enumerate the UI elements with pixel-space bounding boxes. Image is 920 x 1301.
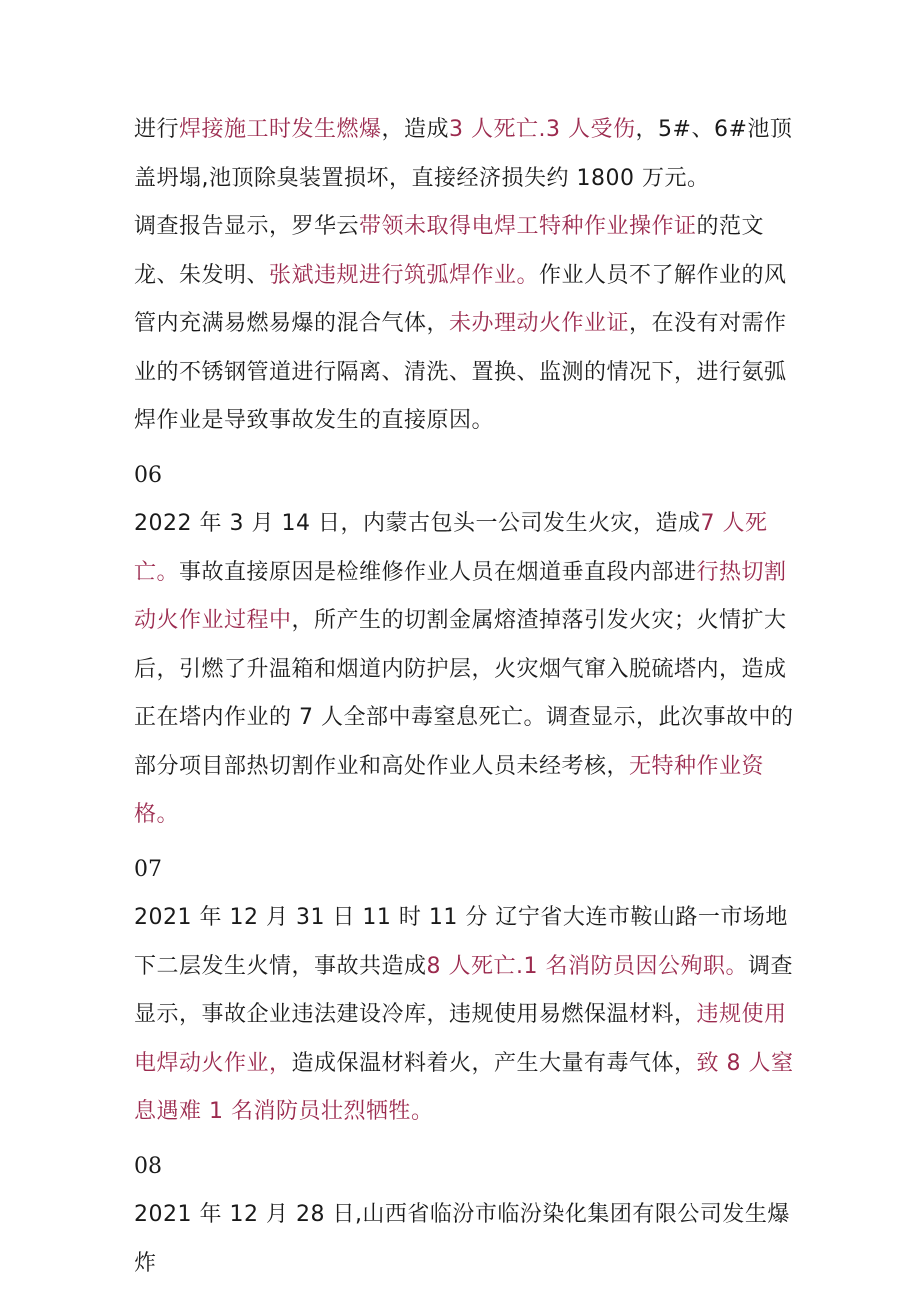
highlighted-text: 无特种作业资格。 xyxy=(134,753,765,827)
text-segment: 事故直接原因是检维修作业人员在烟道垂直段内部进 xyxy=(179,559,697,585)
text-segment: ，所产生的切割金属熔渣掉落引发火灾；火情扩大后，引燃了升温箱和烟道内防护层，火灾烟气窜入脱硫塔内，造成正在塔内作业的 7 人全部中毒窒息死亡。调查显示，此次事故中的部分项目部热切割作业和高处作业人员未经考核， xyxy=(134,608,794,779)
highlighted-text: 行热切割动火作业过程中 xyxy=(134,559,787,633)
paragraph-accident-06 xyxy=(134,500,794,840)
highlighted-text: 8 人死亡.1 名消防员因公殉职。 xyxy=(426,953,748,979)
paragraph-accident-08 xyxy=(134,1191,794,1288)
highlighted-text: 7 人死亡。 xyxy=(134,511,768,585)
text-segment: 进行 xyxy=(134,117,180,142)
highlighted-text: 焊接施工时发生燃爆 xyxy=(179,117,382,142)
highlighted-text: 违规使用电焊动火作业， xyxy=(134,1002,787,1076)
text-segment: 造成保温材料着火，产生大量有毒气体， xyxy=(291,1050,697,1076)
text-segment: ，5#、6#池顶盖坍塌,池顶除臭装置损坏，直接经济损失约 1800 万元。 xyxy=(134,117,793,191)
section-number-08: 08 xyxy=(134,1153,162,1179)
section-number-07: 07 xyxy=(134,856,162,882)
highlighted-text: 致 8 人窒息遇难 1 名消防员壮烈牺牲。 xyxy=(134,1050,794,1124)
text-segment: 2021 年 12 月 31 日 11 时 11 分 辽宁省大连市鞍山路一市场地下二层发生火情，事故共造成 xyxy=(134,905,788,979)
highlighted-text: 带领未取得电焊工特种作业操作证 xyxy=(359,214,697,239)
highlighted-text: 未办理动火作业证 xyxy=(449,311,630,336)
highlighted-text: 3 人死亡.3 人受伤 xyxy=(449,117,636,142)
section-number-06: 06 xyxy=(134,462,162,488)
paragraph-accident-05-continued xyxy=(134,106,794,203)
text-segment: 作业人员不了解作业的风管内充满易燃易爆的混合气体， xyxy=(134,262,787,336)
paragraph-investigation-report xyxy=(134,203,794,446)
text-segment: 调查报告显示，罗华云 xyxy=(134,214,360,239)
text-segment: 调查显示，事故企业违法建设冷库，违规使用易燃保温材料， xyxy=(134,953,794,1027)
paragraph-accident-07 xyxy=(134,894,794,1137)
text-segment: 2022 年 3 月 14 日，内蒙古包头一公司发生火灾，造成 xyxy=(134,511,701,536)
document-page xyxy=(134,106,794,1288)
highlighted-text: 张斌违规进行筑弧焊作业。 xyxy=(269,262,540,288)
text-segment: ，在没有对需作业的不锈钢管道进行隔离、清洗、置换、监测的情况下，进行氨弧焊作业是导致事故发生的直接原因。 xyxy=(134,311,787,433)
text-segment: 2021 年 12 月 28 日,山西省临汾市临汾染化集团有限公司发生爆炸 xyxy=(134,1202,790,1276)
text-segment: ，造成 xyxy=(381,117,450,142)
text-segment: 的范文龙、朱发明、 xyxy=(134,214,765,288)
